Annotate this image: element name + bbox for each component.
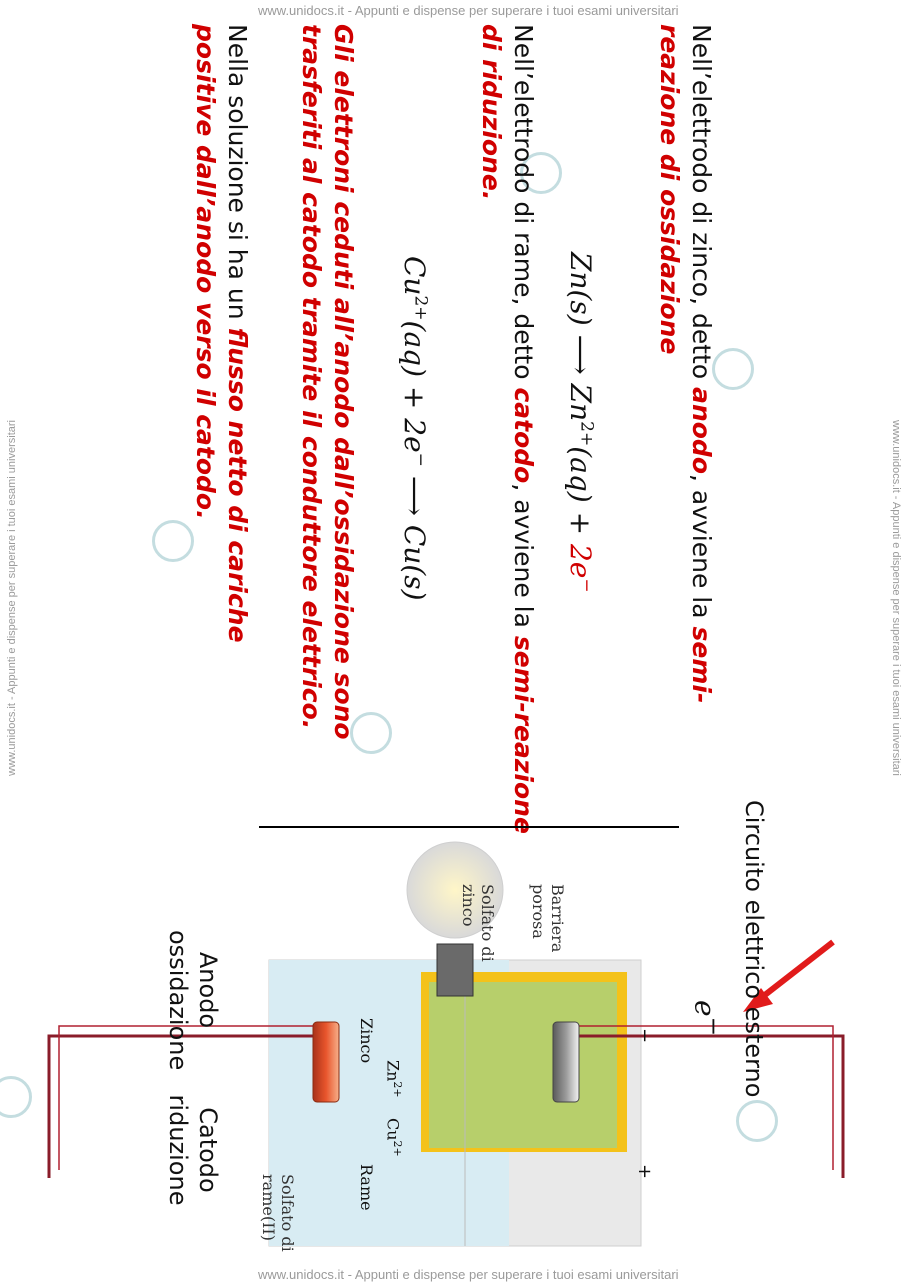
eq-charge: − (700, 1016, 728, 1037)
eq-operator: + (398, 385, 431, 410)
eq-term: Cu (398, 256, 431, 296)
keyword-anodo: anodo (687, 387, 716, 474)
ion-charge: 2+ (391, 1081, 404, 1098)
anode-label (163, 930, 223, 1071)
eq-term: Cu(s) (398, 524, 431, 601)
keyword-flusso: flusso netto di cariche positive dall’ (191, 24, 252, 643)
watermark-top: www.unidocs.it - Appunti e dispense per superare i tuoi esami universitari (258, 3, 679, 18)
keyword-catodo: catodo (509, 387, 538, 484)
watermark-bottom: www.unidocs.it - Appunti e dispense per superare i tuoi esami universitari (258, 1267, 679, 1282)
watermark-left: www.unidocs.it - Appunti e dispense per superare i tuoi esami universitari (6, 420, 18, 776)
keyword-semi-reazione-ossidazione: semi-reazione di ossidazione (655, 24, 716, 704)
text: Nell’elettrodo di zinco, detto (687, 24, 716, 388)
minus-terminal-label: − (634, 1028, 655, 1044)
eq-term: Zn (564, 383, 597, 422)
eq-term: Zn(s) (564, 252, 597, 326)
copper-electrode-label: Rame (357, 1164, 376, 1211)
equation-reduction (398, 256, 431, 601)
text: , avviene la (509, 483, 538, 636)
eq-charge: 2+ (410, 295, 431, 321)
paragraph-charge-flow (189, 24, 253, 754)
paragraph-electron-transfer: Gli elettroni ceduti all’anodo dall’ossidazione sono trasferiti al catodo tramite il conduttore elettrico. (297, 24, 358, 740)
text: , avviene la (687, 474, 716, 627)
keyword-catodo: verso il catodo. (191, 293, 220, 520)
cathode-title: Catodo (194, 1107, 222, 1193)
copper-sulfate-label: Solfato di rame(II) (259, 1174, 297, 1252)
keyword-semi-reazione-riduzione: semi-reazione di riduzione (477, 24, 538, 834)
plus-terminal-label: + (634, 1164, 655, 1180)
pointer-arrow-icon (761, 942, 833, 998)
zinc-electrode-label: Zinco (357, 1018, 376, 1064)
eq-term: (aq) (564, 446, 597, 503)
circuit-label: Circuito elettrico esterno (740, 800, 768, 1098)
barrier-label: Barriera porosa (529, 884, 567, 953)
cathode-subtitle: riduzione (164, 1094, 192, 1206)
arrow-icon: ⟶ (398, 475, 431, 516)
text: . (477, 190, 506, 201)
eq-term: (aq) (398, 320, 431, 377)
text: Nell’elettrodo di rame, detto (509, 24, 538, 388)
eq-operator: + (564, 511, 597, 536)
keyword-anodo: anodo (191, 206, 220, 294)
cathode-label (163, 1090, 223, 1210)
ion-symbol: Cu (383, 1118, 403, 1141)
solution-zinc (429, 982, 617, 1148)
paragraph-cathode (475, 24, 539, 844)
eq-electrons: 2e (398, 418, 431, 453)
ion-charge: 2+ (391, 1140, 404, 1157)
equation-oxidation (564, 252, 597, 593)
cu-ion-label (384, 1118, 407, 1157)
paragraph-anode (653, 24, 717, 714)
zinc-electrode (553, 1022, 579, 1102)
anode-subtitle: ossidazione (164, 930, 192, 1071)
arrow-icon: ⟶ (564, 334, 597, 375)
text: Nella soluzione si ha un (223, 24, 252, 328)
eq-charge: − (410, 452, 431, 467)
electron-label (690, 1000, 729, 1036)
eq-electrons: 2e (564, 543, 597, 579)
copper-electrode (313, 1022, 339, 1102)
zinc-sulfate-label: Solfato di zinco (459, 884, 497, 962)
zn-ion-label (384, 1060, 407, 1098)
anode-title: Anodo (194, 951, 222, 1029)
eq-term: e (688, 1000, 722, 1017)
ion-symbol: Zn (383, 1060, 403, 1082)
eq-charge: 2+ (576, 421, 597, 447)
eq-charge: − (576, 578, 597, 593)
watermark-right: www.unidocs.it - Appunti e dispense per superare i tuoi esami universitari (890, 420, 902, 776)
